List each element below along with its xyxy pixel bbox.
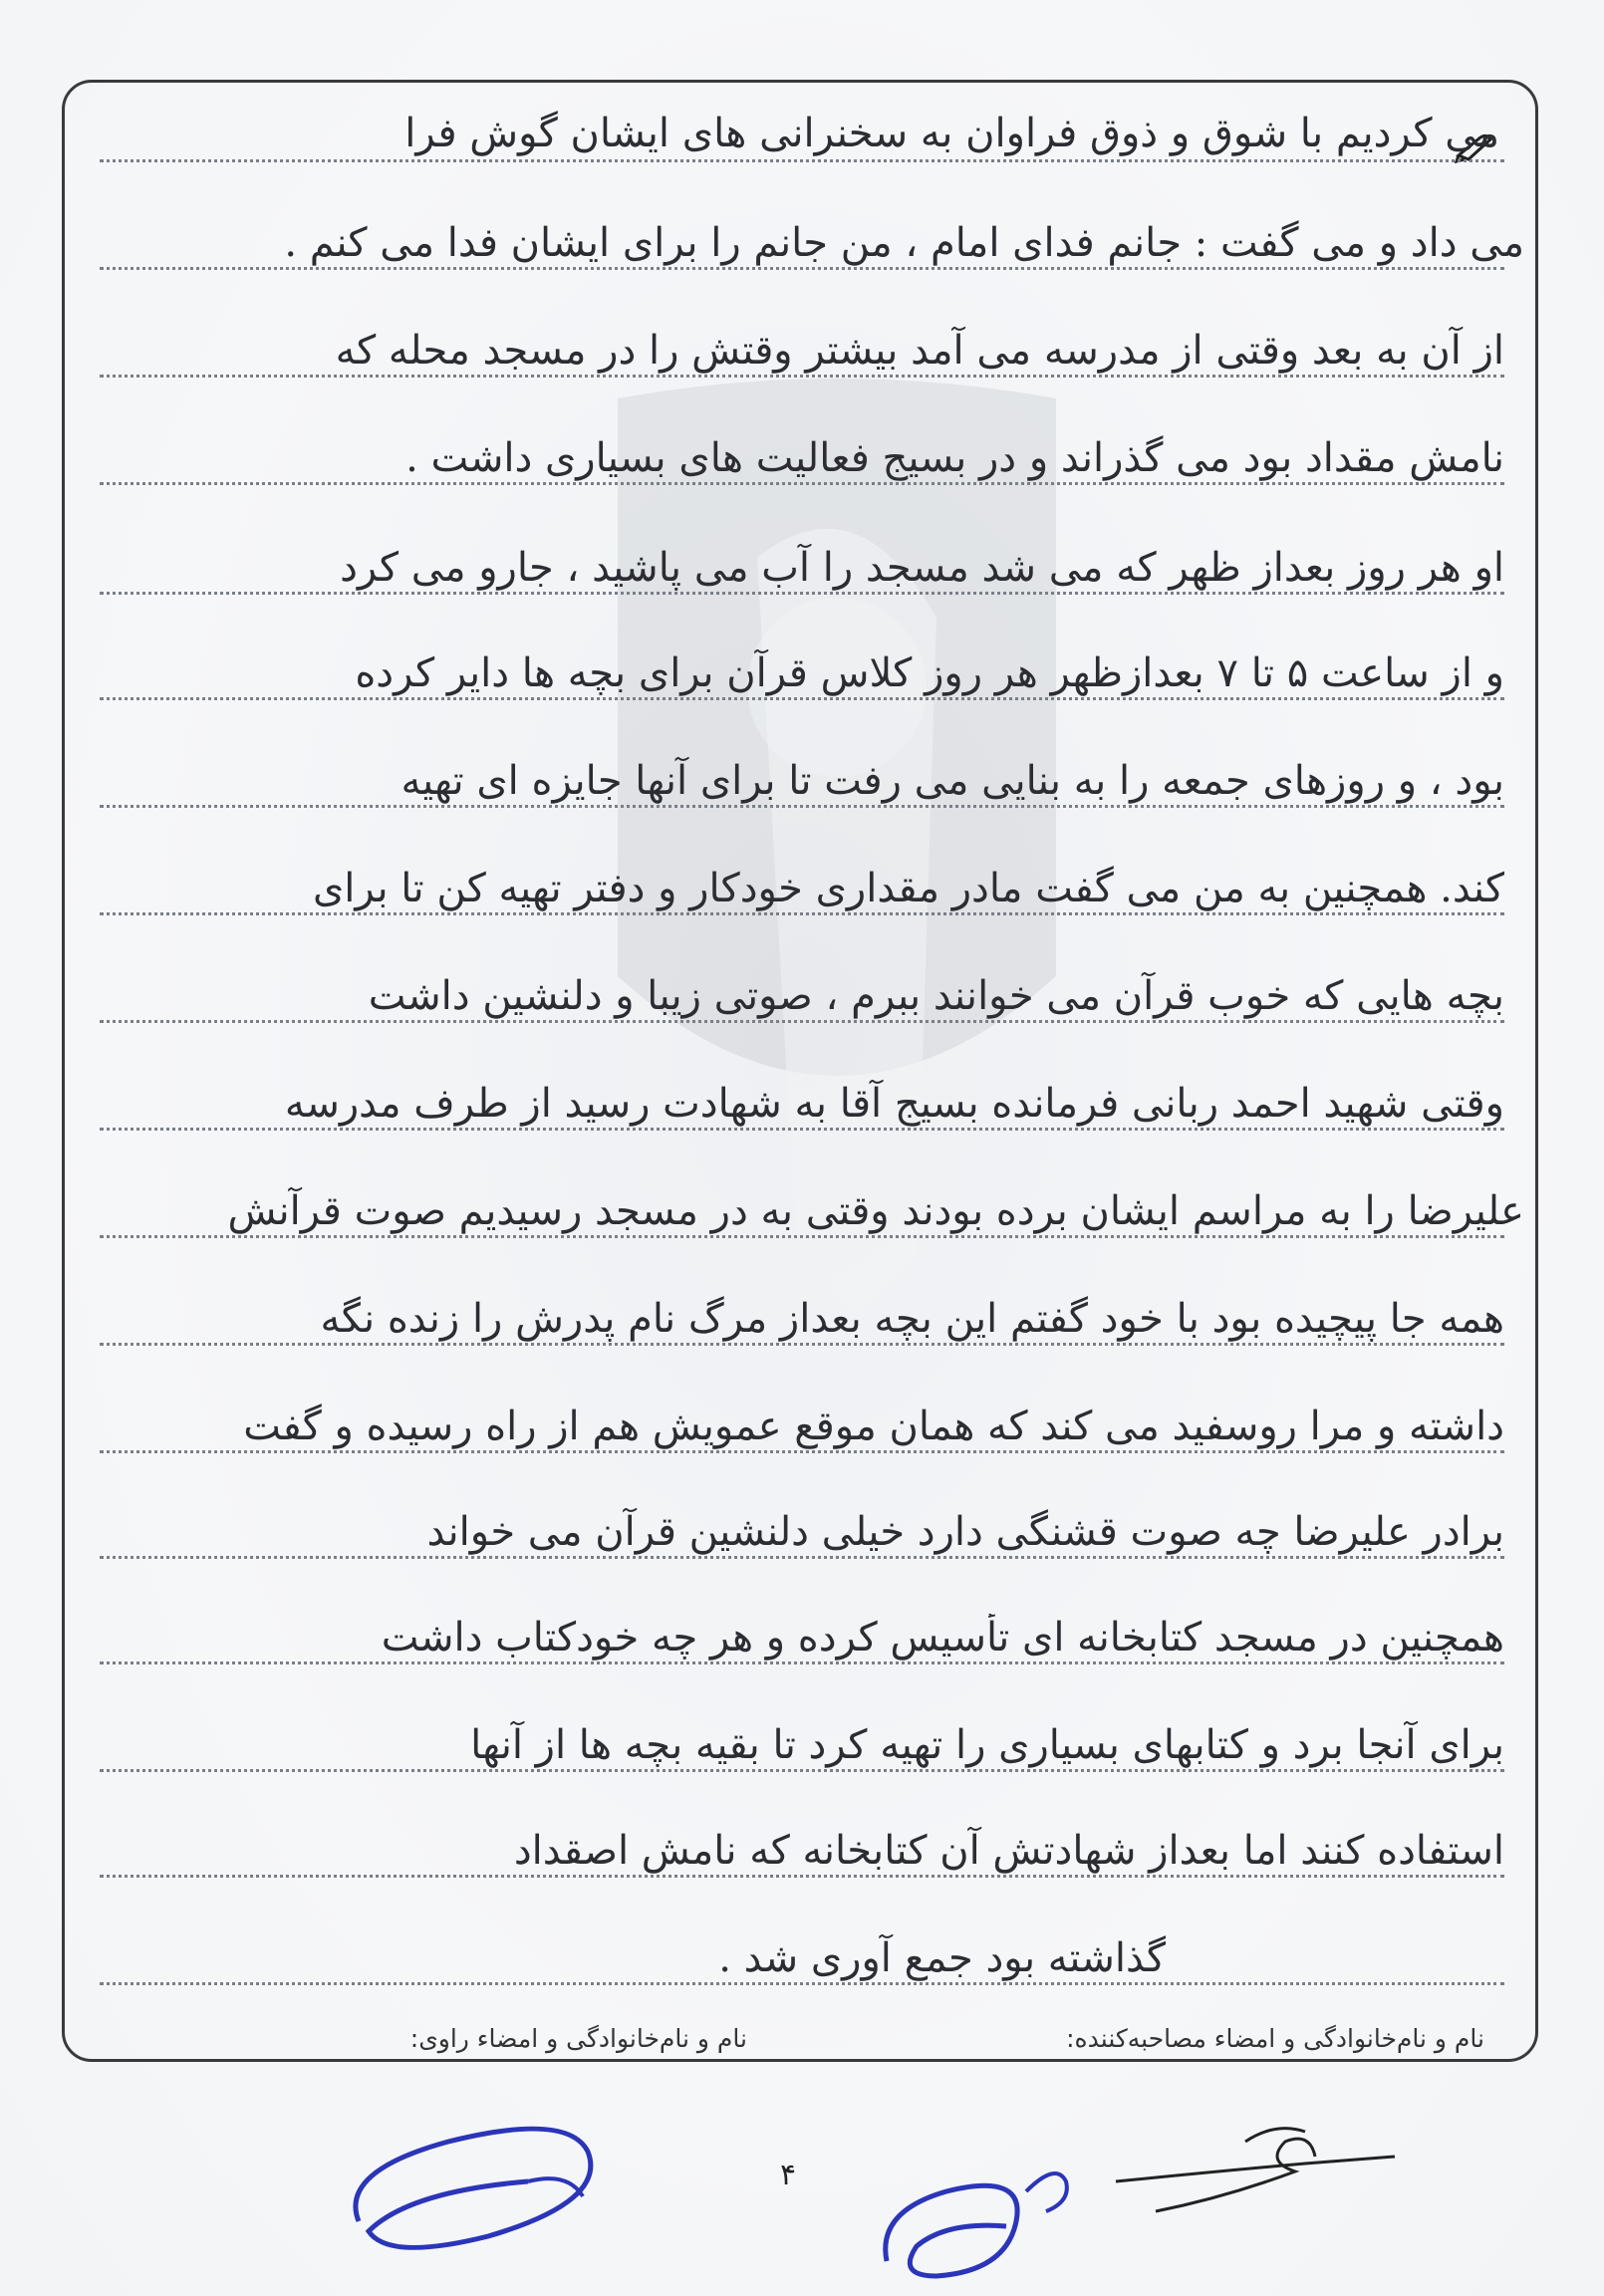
ruled-line	[100, 1020, 1504, 1023]
text-line: داشته و مرا روسفید می کند که همان موقع عمویش هم از راه رسیده و گفت	[243, 1403, 1504, 1449]
text-line: نامش مقداد بود می گذراند و در بسیج فعالیت های بسیاری داشت .	[405, 435, 1504, 481]
narrator-signature-label: نام و نام‌خانوادگی و امضاء راوی:	[409, 2024, 747, 2053]
ruled-line	[100, 592, 1504, 595]
text-line: می داد و می گفت : جانم فدای امام ، من جانم را برای ایشان فدا می کنم .	[284, 220, 1524, 266]
text-line: وقتی شهید احمد ربانی فرمانده بسیج آقا به شهادت رسید از طرف مدرسه	[284, 1081, 1504, 1127]
ruled-line	[100, 482, 1504, 485]
interviewer-signature	[857, 2132, 1096, 2291]
ruled-line	[100, 267, 1504, 270]
narrator-signature	[329, 2112, 628, 2261]
ruled-line	[100, 805, 1504, 808]
ruled-line	[100, 1235, 1504, 1238]
ruled-line	[100, 375, 1504, 378]
text-line: گذاشته بود جمع آوری شد .	[718, 1935, 1166, 1981]
ruled-line	[100, 912, 1504, 915]
text-line: بچه هایی که خوب قرآن می خوانند ببرم ، صوتی زیبا و دلنشین داشت	[368, 973, 1504, 1019]
ruled-line	[100, 1875, 1504, 1878]
page-number: ۴	[780, 2158, 797, 2192]
text-line: بود ، و روزهای جمعه را به بنایی می رفت تا برای آنها جایزه ای تهیه	[401, 758, 1504, 804]
text-line: و از ساعت ۵ تا ۷ بعدازظهر هر روز کلاس قرآن برای بچه ها دایر کرده	[355, 650, 1504, 696]
text-line: می کردیم با شوق و ذوق فراوان به سخنرانی های ایشان گوش فرا	[404, 111, 1499, 156]
text-line: او هر روز بعداز ظهر که می شد مسجد را آب می پاشید ، جارو می کرد	[340, 545, 1504, 591]
ruled-line	[100, 159, 1504, 162]
text-line: همه جا پیچیده بود با خود گفتم این بچه بعداز مرگ نام پدرش را زنده نگه	[320, 1296, 1504, 1342]
ruled-line	[100, 1556, 1504, 1559]
text-line: همچنین در مسجد کتابخانه ای تأسیس کرده و هر چه خودکتاب داشت	[381, 1615, 1504, 1660]
ruled-line	[100, 1982, 1504, 1985]
ruled-line	[100, 1450, 1504, 1453]
ruled-line	[100, 1343, 1504, 1346]
ruled-line	[100, 1661, 1504, 1664]
text-line: کند. همچنین به من می گفت مادر مقداری خودکار و دفتر تهیه کن تا برای	[312, 866, 1504, 911]
text-line: علیرضا را به مراسم ایشان برده بودند وقتی به در مسجد رسیدیم صوت قرآنش	[227, 1188, 1524, 1234]
text-line: از آن به بعد وقتی از مدرسه می آمد بیشتر وقتش را در مسجد محله که	[335, 328, 1504, 374]
text-line: برای آنجا برد و کتابهای بسیاری را تهیه کرد تا بقیه بچه ها از آنها	[470, 1722, 1504, 1768]
text-line: استفاده کنند اما بعداز شهادتش آن کتابخانه که نامش اصقداد	[513, 1828, 1504, 1874]
official-initials-signature	[1096, 2102, 1415, 2231]
ruled-line	[100, 697, 1504, 700]
interviewer-signature-label: نام و نام‌خانوادگی و امضاء مصاحبه‌کننده:	[1066, 2024, 1484, 2053]
ruled-line	[100, 1769, 1504, 1772]
text-line: برادر علیرضا چه صوت قشنگی دارد خیلی دلنشین قرآن می خواند	[426, 1509, 1504, 1555]
ruled-line	[100, 1128, 1504, 1131]
